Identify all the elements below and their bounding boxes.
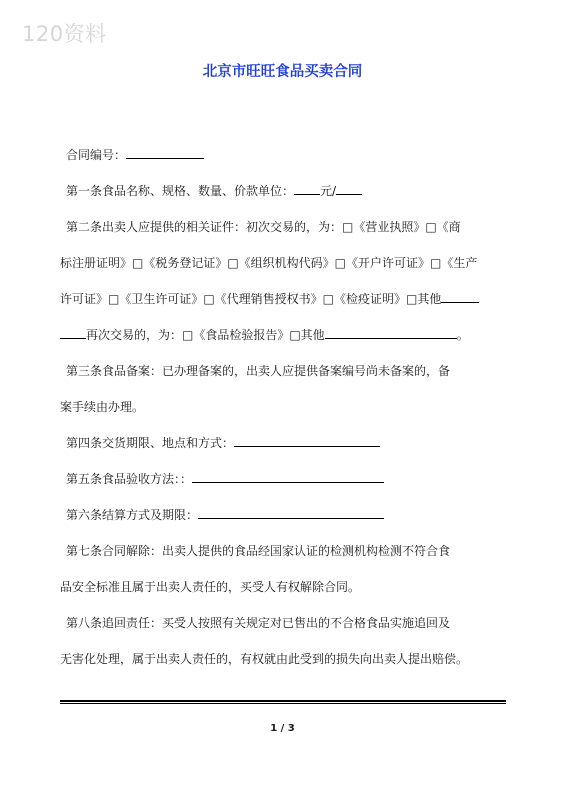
clause-2-line-4-text: 再次交易的，为：□《食品检验报告》□其他 bbox=[86, 328, 325, 342]
clause-1-unit: 元/ bbox=[320, 184, 337, 198]
clause-5 bbox=[60, 466, 506, 493]
clause-1-text: 第一条食品名称、规格、数量、价款单位： bbox=[66, 184, 295, 198]
clause-6-blank[interactable] bbox=[198, 504, 384, 519]
clause-2-line-1: 第二条出卖人应提供的相关证件：初次交易的，为：□《营业执照》□《商 bbox=[66, 220, 461, 234]
clause-5-text: 第五条食品验收方法：： bbox=[66, 472, 193, 486]
clause-8-line-2: 无害化处理，属于出卖人责任的，有权就由此受到的损失向出卖人提出赔偿。 bbox=[60, 652, 469, 666]
footer-divider bbox=[60, 700, 506, 704]
clause-2-retrade-other-blank[interactable] bbox=[325, 324, 457, 339]
clause-2-line-3 bbox=[60, 286, 506, 313]
clause-1-unit-blank[interactable] bbox=[336, 180, 362, 195]
clause-5-blank[interactable] bbox=[192, 468, 384, 483]
watermark-logo: 120资料 bbox=[22, 22, 107, 46]
clause-4-text: 第四条交货期限、地点和方式： bbox=[66, 436, 235, 450]
clause-7-line-2: 品安全标准且属于出卖人责任的，买受人有权解除合同。 bbox=[60, 580, 361, 594]
clause-2-other-blank-cont[interactable] bbox=[60, 324, 86, 339]
clause-8-line-1: 第八条追回责任：买受人按照有关规定对已售出的不合格食品实施追回及 bbox=[66, 616, 451, 630]
clause-3-line-2: 案手续由办理。 bbox=[60, 400, 145, 414]
clause-6-text: 第六条结算方式及期限： bbox=[66, 508, 199, 522]
contract-body bbox=[60, 142, 506, 673]
clause-2-other-blank[interactable] bbox=[441, 288, 479, 303]
clause-2-line-2: 标注册证明》□《税务登记证》□《组织机构代码》□《开户许可证》□《生产 bbox=[60, 256, 478, 270]
clause-2-line-3-text: 许可证》□《卫生许可证》□《代理销售授权书》□《检疫证明》□其他 bbox=[60, 292, 442, 306]
contract-number-line bbox=[60, 142, 506, 169]
clause-3-line-1: 第三条食品备案：已办理备案的，出卖人应提供备案编号尚未备案的，备 bbox=[66, 364, 451, 378]
contract-number-label: 合同编号： bbox=[66, 148, 127, 162]
contract-number-blank[interactable] bbox=[126, 144, 204, 159]
clause-2-line-4 bbox=[60, 322, 506, 349]
clause-2-period: 。 bbox=[456, 328, 469, 342]
document-title: 北京市旺旺食品买卖合同 bbox=[202, 64, 363, 80]
clause-4 bbox=[60, 430, 506, 457]
clause-1-price-blank[interactable] bbox=[294, 180, 320, 195]
clause-4-blank[interactable] bbox=[234, 432, 380, 447]
page-number: 1 / 3 bbox=[270, 723, 295, 734]
clause-6 bbox=[60, 502, 506, 529]
clause-1 bbox=[60, 178, 506, 205]
clause-7-line-1: 第七条合同解除：出卖人提供的食品经国家认证的检测机构检测不符合食 bbox=[66, 544, 451, 558]
